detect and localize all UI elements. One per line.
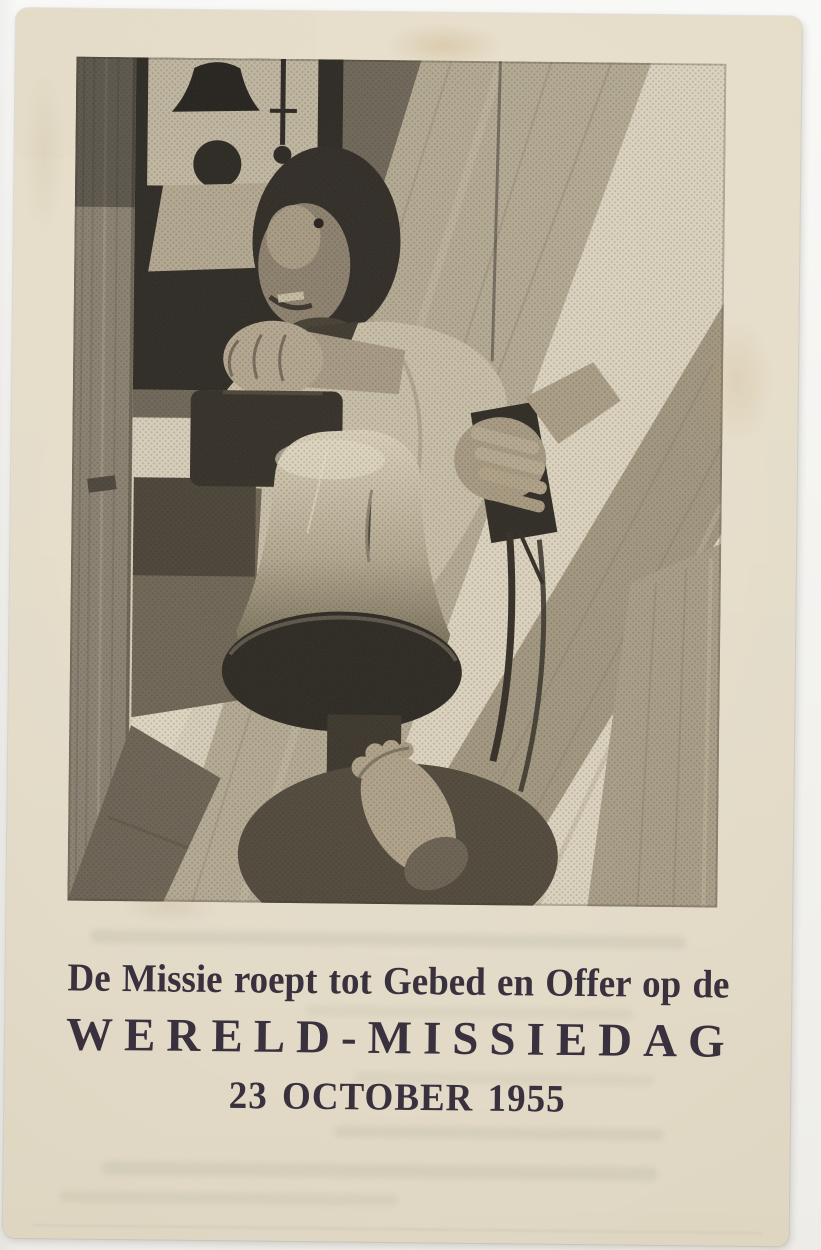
- show-through-smudge: [101, 1161, 657, 1181]
- card-title: WERELD-MISSIEDAG: [65, 1008, 736, 1068]
- caption-intro: De Missie roept tot Gebed en Offer op de: [67, 956, 730, 1008]
- halftone-photo-graphic: [67, 57, 726, 908]
- show-through-smudge: [59, 1191, 399, 1207]
- mission-card: [3, 8, 802, 1246]
- age-stain: [22, 68, 68, 238]
- show-through-smudge: [90, 930, 686, 949]
- show-through-smudge: [334, 1126, 664, 1142]
- card-date: 23 OCTOBER 1955: [228, 1074, 566, 1122]
- bottom-crease: [33, 1224, 763, 1234]
- bell-ringer-photo: [67, 57, 726, 908]
